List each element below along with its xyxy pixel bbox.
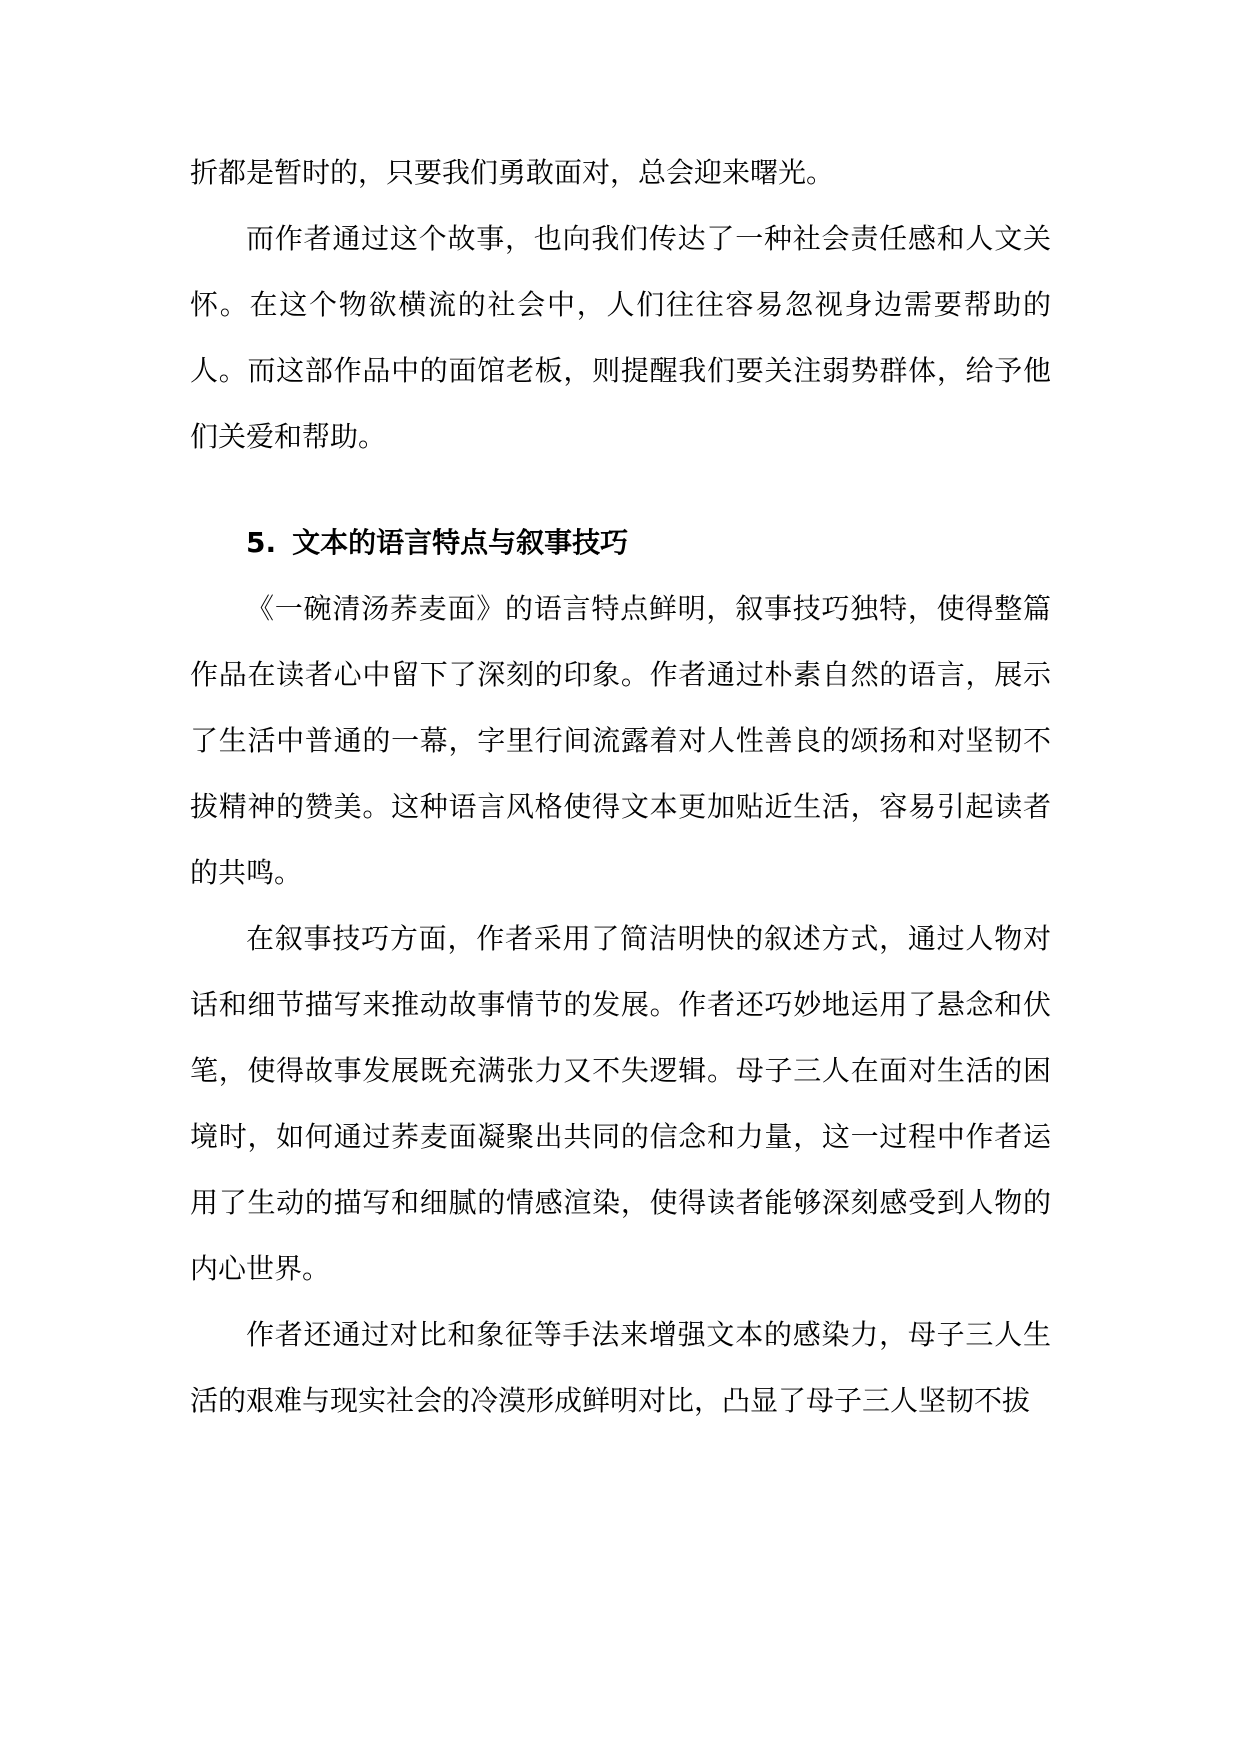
section-number: 5. bbox=[246, 526, 277, 559]
paragraph: 《一碗清汤荞麦面》的语言特点鲜明，叙事技巧独特，使得整篇作品在读者心中留下了深刻的印象。作者通过朴素自然的语言，展示了生活中普通的一幕，字里行间流露着对人性善良的颂扬和对坚韧不拔精神的赞美。这种语言风格使得文本更加贴近生活，容易引起读者的共鸣。 bbox=[190, 592, 1051, 889]
document-page bbox=[190, 140, 1051, 1434]
paragraph: 在叙事技巧方面，作者采用了简洁明快的叙述方式，通过人物对话和细节描写来推动故事情节的发展。作者还巧妙地运用了悬念和伏笔，使得故事发展既充满张力又不失逻辑。母子三人在面对生活的困境时，如何通过荞麦面凝聚出共同的信念和力量，这一过程中作者运用了生动的描写和细腻的情感渲染，使得读者能够深刻感受到人物的内心世界。 bbox=[190, 922, 1051, 1285]
paragraph: 作者还通过对比和象征等手法来增强文本的感染力，母子三人生活的艰难与现实社会的冷漠形成鲜明对比，凸显了母子三人坚韧不拔 bbox=[190, 1318, 1051, 1417]
section-title: 文本的语言特点与叙事技巧 bbox=[292, 526, 629, 559]
section-heading bbox=[190, 510, 1051, 576]
paragraph: 而作者通过这个故事，也向我们传达了一种社会责任感和人文关怀。在这个物欲横流的社会中，人们往往容易忽视身边需要帮助的人。而这部作品中的面馆老板，则提醒我们要关注弱势群体，给予他们关爱和帮助。 bbox=[190, 222, 1051, 453]
paragraph-continued: 折都是暂时的，只要我们勇敢面对，总会迎来曙光。 bbox=[190, 156, 835, 189]
